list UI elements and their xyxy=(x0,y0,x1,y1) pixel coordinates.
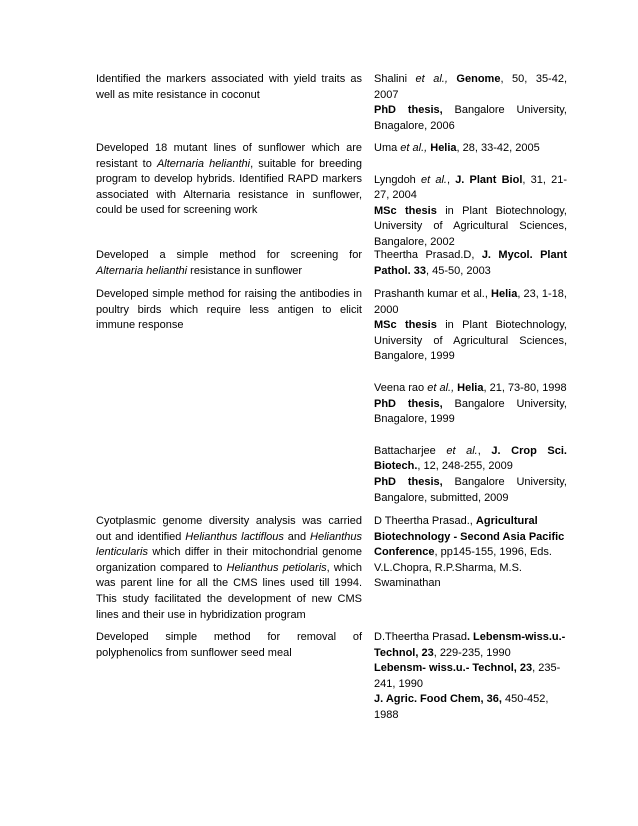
species-name: Alternaria helianthi xyxy=(96,264,188,277)
achievement-text xyxy=(96,514,362,623)
reference xyxy=(374,72,567,103)
reference xyxy=(374,397,567,428)
journal-name: J. Crop Sci. Biotech. xyxy=(374,444,567,473)
ref-text: et al., xyxy=(427,381,455,394)
text-run: , suitable for breeding program to develop hybrids. Identified RAPD markers associated with Alternaria resistance in sunflower, could be used for screening work xyxy=(96,157,362,217)
ref-text: et al., xyxy=(415,73,448,85)
journal-name: Lebensm- wiss.u.- Technol, 23 xyxy=(374,662,533,675)
reference xyxy=(374,514,567,592)
ref-text: , 229-235, 1990 xyxy=(433,646,511,659)
reference xyxy=(374,204,567,251)
ref-text: , 235-241, 1990 xyxy=(374,662,561,690)
ref-text: Battacharjee xyxy=(374,444,447,457)
reference-cell xyxy=(374,72,567,134)
ref-text: Lyngdoh xyxy=(374,173,421,186)
reference-cell xyxy=(374,141,567,251)
species-name: Helianthus lactiflous xyxy=(185,530,284,543)
journal-name: J. Mycol. Plant Pathol. 33 xyxy=(374,249,567,277)
ref-text: , 45-50, 2003 xyxy=(425,264,491,277)
ref-text: in Plant Biotechnology, University of Agricultural Sciences, Bangalore, 2002 xyxy=(374,204,567,248)
ref-text: Theertha Prasad.D, xyxy=(374,249,482,261)
species-name: Helianthus lenticularis xyxy=(96,530,362,559)
ref-text: et al. xyxy=(446,444,478,457)
text-run: resistance in sunflower xyxy=(187,264,303,277)
reference xyxy=(374,444,567,475)
reference xyxy=(374,692,567,723)
text-run: , which was parent line for all the CMS lines used till 1994. This study facilitated the development of new CMS lines and their use in hybridization program xyxy=(96,561,362,621)
ref-text: , 23, 1-18, 2000 xyxy=(374,288,567,316)
ref-text: , 21, 73-80, 1998 xyxy=(483,381,567,394)
reference-cell xyxy=(374,514,567,592)
reference xyxy=(374,318,567,365)
ref-text: D.Theertha Prasad xyxy=(374,631,467,643)
text-run: and xyxy=(283,530,311,543)
ref-text: Veena rao xyxy=(374,381,428,394)
ref-text: D Theertha Prasad. xyxy=(374,515,470,527)
journal-name: Helia xyxy=(427,142,457,154)
journal-name: . Lebensm-wiss.u.- Technol, 23 xyxy=(374,631,566,659)
journal-name: J. Plant Biol xyxy=(455,173,523,186)
text-run: Cyotplasmic genome diversity analysis was carried out and identified xyxy=(96,515,362,543)
thesis-type: MSc thesis xyxy=(374,204,437,217)
species-name: Alternaria helianthi xyxy=(156,157,251,170)
thesis-type: PhD thesis, xyxy=(374,104,443,117)
reference xyxy=(374,287,567,318)
reference-cell xyxy=(374,248,567,279)
reference xyxy=(374,630,567,661)
ref-text: , 28, 33-42, 2005 xyxy=(456,142,540,154)
ref-text: , 12, 248-255, 2009 xyxy=(417,460,513,473)
text-run: which differ in their mitochondrial genome organization compared to xyxy=(96,546,362,574)
ref-text: , 50, 35-42, 2007 xyxy=(374,73,568,101)
ref-text: , xyxy=(446,173,456,186)
reference xyxy=(374,141,567,157)
ref-text: Bangalore University, Bnagalore, 1999 xyxy=(374,397,567,426)
journal-name: Helia xyxy=(454,381,484,394)
reference-cell xyxy=(374,630,567,724)
ref-text: , xyxy=(477,444,492,457)
achievement-text xyxy=(96,141,362,219)
journal-name: Genome xyxy=(447,73,501,85)
reference-cell xyxy=(374,287,567,506)
reference xyxy=(374,103,567,134)
ref-text: et al., xyxy=(400,142,428,154)
ref-text: , xyxy=(469,515,476,527)
species-name: Helianthus petiolaris xyxy=(226,561,327,574)
journal-name: J. Agric. Food Chem, 36, xyxy=(374,693,502,706)
ref-text: Uma xyxy=(374,142,401,154)
ref-text: Bangalore University, Bnagalore, 2006 xyxy=(374,104,567,132)
thesis-type: PhD thesis, xyxy=(374,475,443,488)
achievement-text: Identified the markers associated with yield traits as well as mite resistance in coconut xyxy=(96,73,362,101)
text-run: Developed 18 mutant lines of sunflower which are resistant to xyxy=(96,142,362,170)
thesis-type: MSc thesis xyxy=(374,319,437,332)
ref-text: in Plant Biotechnology, University of Agricultural Sciences, Bangalore, 1999 xyxy=(374,319,567,363)
achievement-text xyxy=(96,248,362,279)
ref-text: Shalini xyxy=(374,73,416,85)
ref-text: Bangalore University, Bangalore, submitted, 2009 xyxy=(374,475,567,504)
thesis-type: PhD thesis, xyxy=(374,397,443,410)
reference xyxy=(374,661,567,692)
reference xyxy=(374,475,567,506)
reference xyxy=(374,248,567,279)
ref-text: 450-452, 1988 xyxy=(374,693,549,721)
reference xyxy=(374,173,567,204)
reference xyxy=(374,381,567,397)
text-run: Developed a simple method for screening for xyxy=(96,249,362,261)
ref-text: , pp145-155, 1996, Eds. V.L.Chopra, R.P.Sharma, M.S. Swaminathan xyxy=(374,546,552,590)
ref-text: Prashanth kumar et al., xyxy=(374,288,492,300)
achievement-text: Developed simple method for removal of polyphenolics from sunflower seed meal xyxy=(96,631,362,659)
ref-text: et al. xyxy=(420,173,447,186)
ref-text: , 31, 21-27, 2004 xyxy=(374,173,567,202)
journal-name: Helia xyxy=(491,288,518,300)
conference-name: Agricultural Biotechnology - Second Asia Pacific Conference xyxy=(374,515,565,559)
achievement-text: Developed simple method for raising the antibodies in poultry birds which require less antigen to elicit immune response xyxy=(96,288,362,332)
